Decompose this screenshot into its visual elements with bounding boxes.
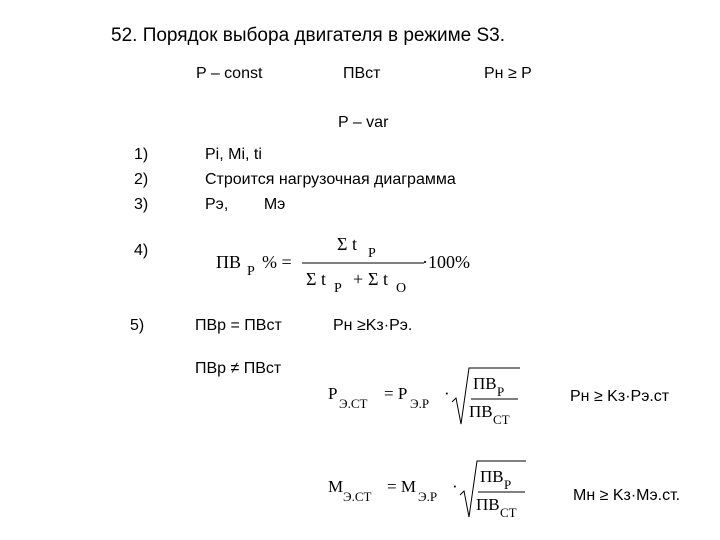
formula-lhs: ПВ bbox=[216, 252, 242, 272]
rated-power-condition: Pн ≥ P bbox=[484, 65, 532, 82]
formula-denominator-2-sub: O bbox=[396, 281, 407, 296]
m-dot: · bbox=[452, 477, 458, 496]
m-num: ПВ bbox=[480, 467, 504, 486]
m-den-sub: СТ bbox=[500, 505, 517, 520]
duty-cycle-std-label: ПВст bbox=[343, 65, 381, 82]
formula-denominator-2: Σ t bbox=[368, 269, 388, 289]
item-number-2: 2) bbox=[134, 171, 149, 188]
formula-denominator-1: Σ t bbox=[306, 269, 326, 289]
const-power-label: P – const bbox=[196, 65, 263, 82]
p-num: ПВ bbox=[473, 374, 497, 393]
p-dot: · bbox=[444, 384, 450, 403]
item-text-1: Pi, Mi, ti bbox=[205, 146, 262, 163]
m-lhs-sub: Э.СТ bbox=[343, 489, 372, 504]
m-lhs: M bbox=[328, 477, 344, 496]
torque-recalc-condition: Mн ≥ Kз·Mэ.ст. bbox=[573, 487, 681, 504]
p-rhs-sub: Э.Р bbox=[410, 396, 430, 411]
p-den: ПВ bbox=[469, 402, 493, 421]
formula-plus: + bbox=[353, 269, 364, 289]
rated-power-equivalent-condition: Pн ≥Kз·Pэ. bbox=[333, 317, 413, 334]
p-den-sub: СТ bbox=[493, 412, 510, 427]
power-recalc-formula bbox=[324, 362, 554, 432]
m-num-sub: P bbox=[504, 477, 512, 492]
duty-equal-line: ПВр = ПВст bbox=[195, 317, 282, 334]
var-power-label: P – var bbox=[338, 114, 389, 131]
formula-numerator: Σ t bbox=[337, 234, 357, 254]
item-number-5: 5) bbox=[130, 317, 145, 334]
m-eq: = M bbox=[387, 477, 416, 496]
duty-cycle-formula bbox=[210, 230, 510, 300]
p-num-sub: P bbox=[497, 384, 505, 399]
formula-numerator-sub: P bbox=[368, 246, 376, 261]
item-text-2: Строится нагрузочная диаграмма bbox=[205, 171, 456, 188]
formula-denominator-1-sub: P bbox=[334, 281, 342, 296]
duty-not-equal-line: ПВр ≠ ПВст bbox=[195, 360, 282, 377]
formula-pct-eq: % = bbox=[262, 252, 292, 272]
item-number-3: 3) bbox=[134, 196, 149, 213]
page-title: 52. Порядок выбора двигателя в режиме S3. bbox=[111, 25, 505, 46]
formula-lhs-sub: P bbox=[247, 264, 255, 279]
p-lhs-sub: Э.СТ bbox=[339, 396, 368, 411]
item-number-1: 1) bbox=[134, 146, 149, 163]
formula-tail: ·100% bbox=[422, 252, 470, 272]
torque-recalc-formula bbox=[324, 455, 554, 525]
power-recalc-condition: Pн ≥ Kз·Pэ.ст bbox=[570, 388, 670, 405]
p-lhs: P bbox=[328, 384, 338, 403]
item-number-4: 4) bbox=[134, 242, 149, 259]
m-rhs-sub: Э.Р bbox=[418, 489, 438, 504]
m-den: ПВ bbox=[476, 495, 500, 514]
p-eq: = P bbox=[384, 384, 408, 403]
item-text-3: Pэ, Mэ bbox=[205, 196, 286, 213]
